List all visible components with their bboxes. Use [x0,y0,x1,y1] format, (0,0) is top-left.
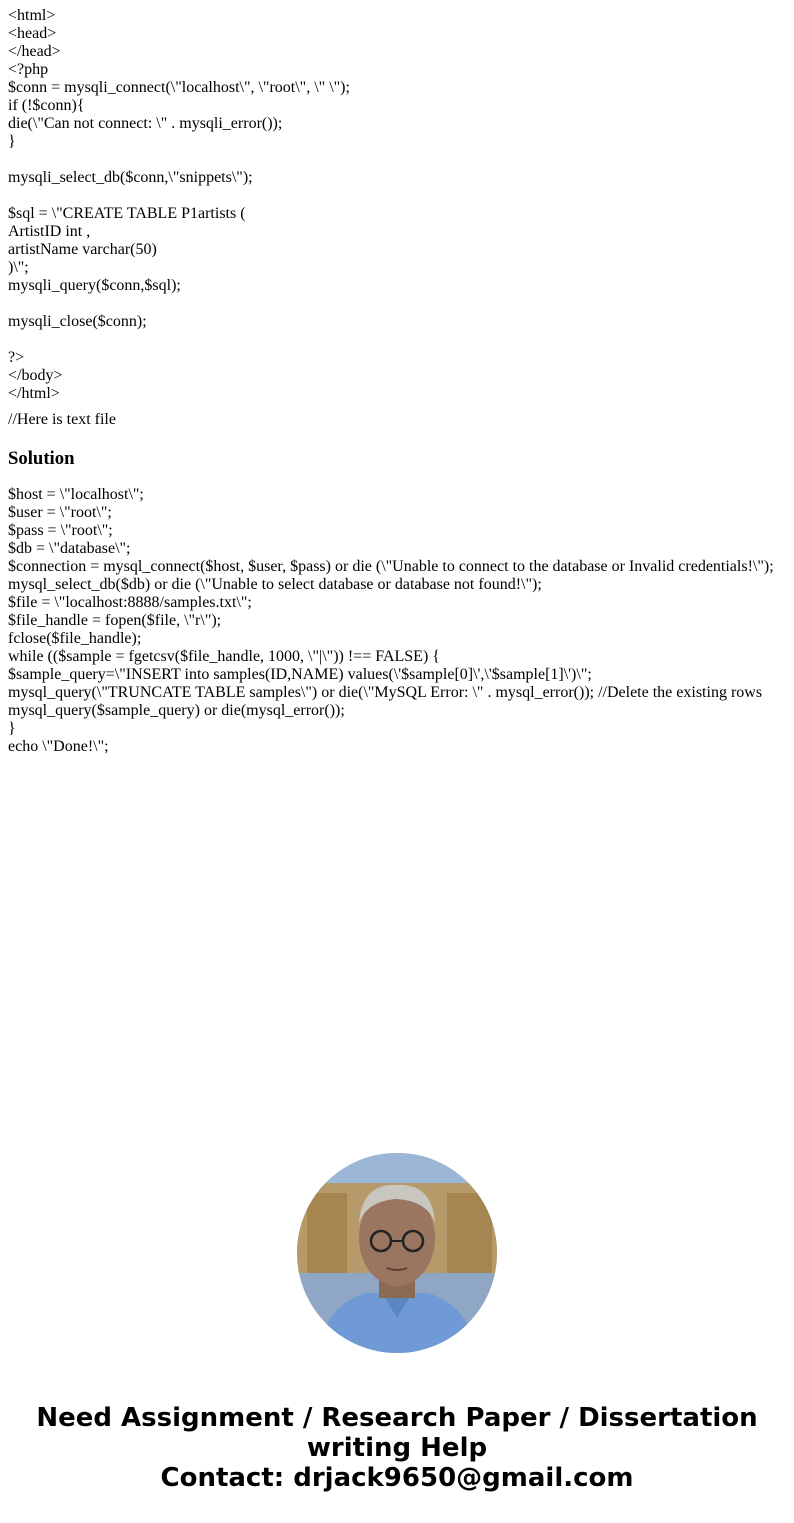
document-body [8,7,788,756]
question-code-line: die(\"Can not connect: \" . mysqli_error()); [8,115,283,132]
question-code-line: <?php [8,61,49,78]
question-note: //Here is text file [8,411,116,428]
solution-code-line: $db = \"database\"; [8,540,131,557]
blank-line [8,187,788,205]
solution-code-line: while (($sample = fgetcsv($file_handle, 1000, \"|\")) !== FALSE) { [8,648,440,665]
solution-code-line: $host = \"localhost\"; [8,486,144,503]
solution-code-line: mysql_query(\"TRUNCATE TABLE samples\") or die(\"MySQL Error: \" . mysql_error()); //Delete the existing rows [8,684,763,701]
promo-line-2: writing Help [306,1433,488,1463]
solution-code-line: } [8,720,16,737]
question-code-line: </head> [8,43,61,60]
question-code-line: <head> [8,25,57,42]
question-code-line: </body> [8,367,63,384]
solution-code-line: $file = \"localhost:8888/samples.txt\"; [8,594,252,611]
solution-code-line: $file_handle = fopen($file, \"r\"); [8,612,222,629]
solution-heading: Solution [8,448,75,469]
blank-line [8,331,788,349]
solution-code-line: mysql_query($sample_query) or die(mysql_error()); [8,702,345,719]
solution-code-line: $user = \"root\"; [8,504,112,521]
promo-banner [0,1403,794,1493]
blank-line [8,151,788,169]
solution-code-line: $sample_query=\"INSERT into samples(ID,NAME) values(\'$sample[0]\',\'$sample[1]\')\"; [8,666,592,683]
question-code-line: artistName varchar(50) [8,241,157,258]
promo-line-1: Need Assignment / Research Paper / Dissertation [36,1403,758,1433]
solution-code-line: echo \"Done!\"; [8,738,109,755]
solution-code-line: fclose($file_handle); [8,630,142,647]
question-code-line: mysqli_query($conn,$sql); [8,277,181,294]
question-code-line: </html> [8,385,60,402]
question-code-line: mysqli_select_db($conn,\"snippets\"); [8,169,253,186]
blank-line [8,295,788,313]
question-code-block [8,7,788,403]
promo-line-3: Contact: drjack9650@gmail.com [160,1463,634,1493]
author-avatar [297,1153,497,1353]
question-code-line: <html> [8,7,56,24]
question-code-line: )\"; [8,259,29,276]
question-code-line: $sql = \"CREATE TABLE P1artists ( [8,205,246,222]
question-code-line: ?> [8,349,25,366]
question-code-line: if (!$conn){ [8,97,85,114]
question-code-line: $conn = mysqli_connect(\"localhost\", \"root\", \" \"); [8,79,350,96]
solution-code-line: mysql_select_db($db) or die (\"Unable to select database or database not found!\"); [8,576,542,593]
question-code-line: } [8,133,16,150]
question-code-line: ArtistID int , [8,223,91,240]
solution-code-line: $connection = mysql_connect($host, $user, $pass) or die (\"Unable to connect to the database or Invalid credentials!\"); [8,558,774,575]
author-photo-icon [297,1153,497,1353]
solution-code-line: $pass = \"root\"; [8,522,113,539]
question-code-line: mysqli_close($conn); [8,313,147,330]
solution-code-block [8,486,788,756]
